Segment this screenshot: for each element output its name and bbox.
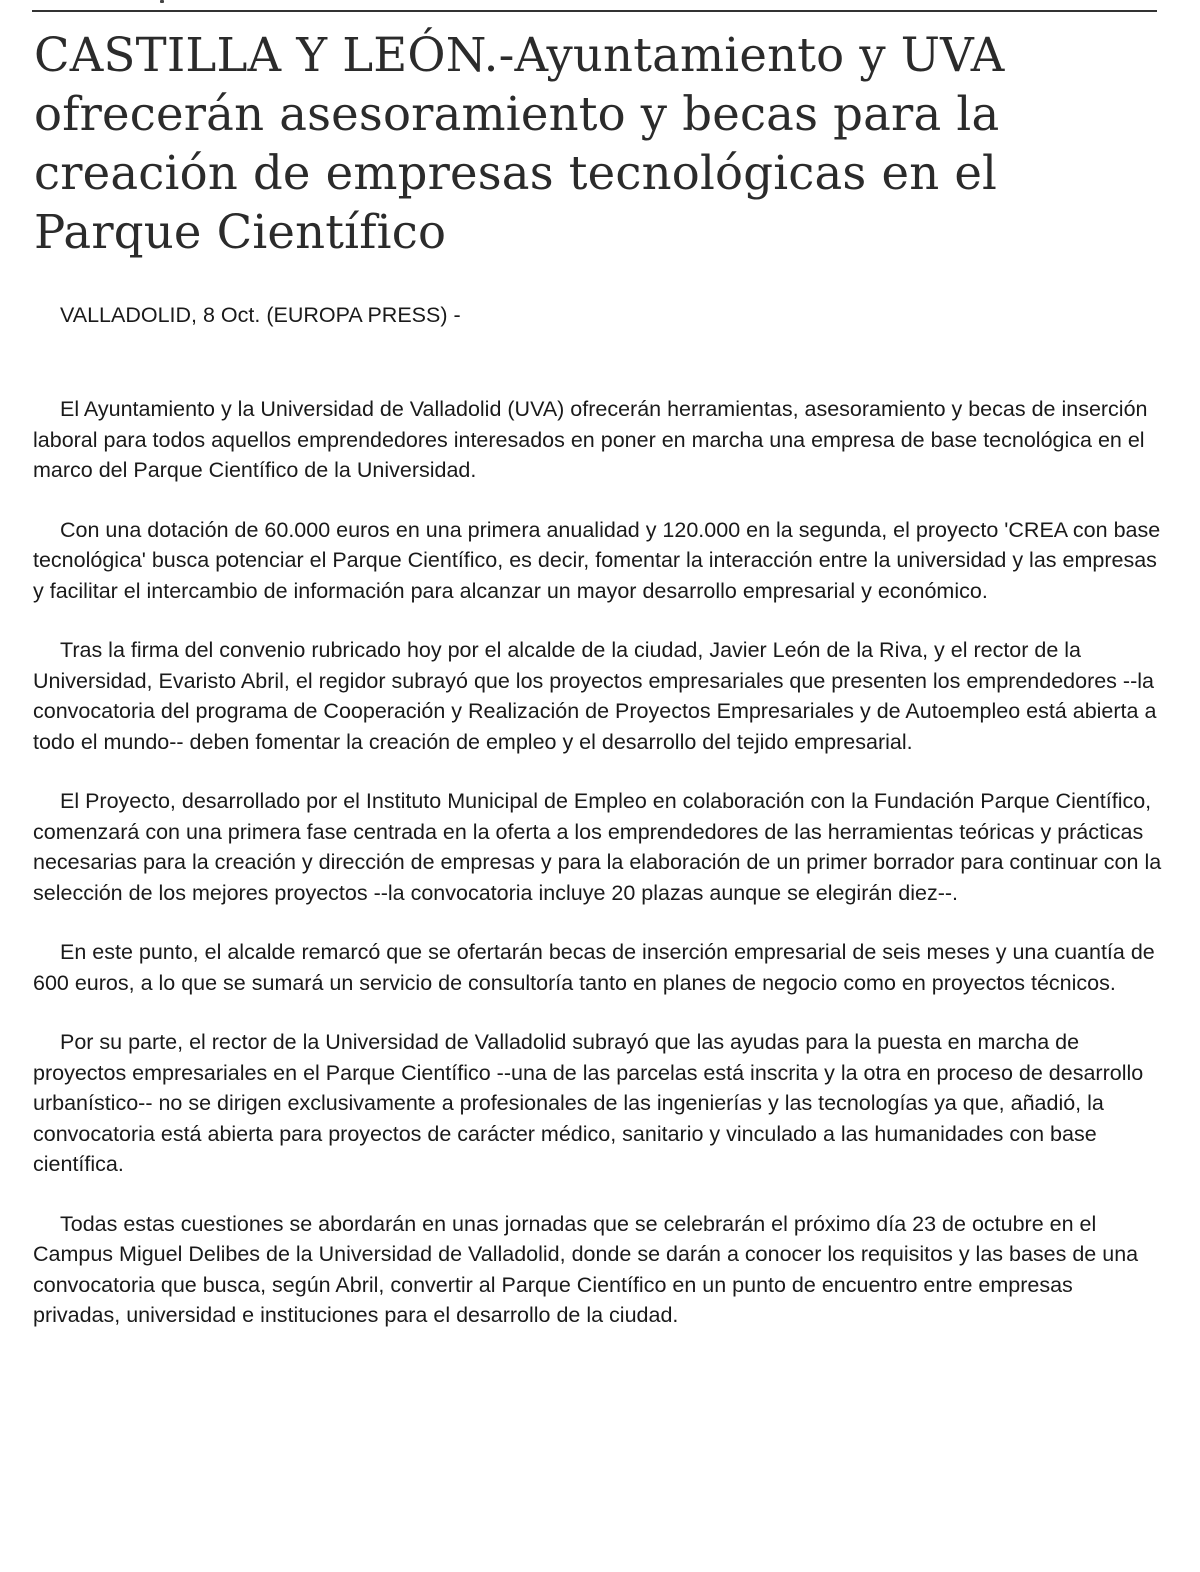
paragraph: Con una dotación de 60.000 euros en una primera anualidad y 120.000 en la segunda, el proyecto 'CREA con base tecnológica' busca potenciar el Parque Científico, es decir, fomentar la interacción entre la universidad y las empresas y facilitar el intercambio de información para alcanzar un mayor desarrollo empresarial y económico. [33, 517, 1161, 603]
headline: CASTILLA Y LEÓN.-Ayuntamiento y UVA ofrecerán asesoramiento y becas para la creación de empresas tecnológicas en el Parque Científico [34, 28, 1005, 259]
paragraph: Por su parte, el rector de la Universidad de Valladolid subrayó que las ayudas para la puesta en marcha de proyectos empresariales en el Parque Científico --una de las parcelas está inscrita y la otra en proceso de desarrollo urbanístico-- no se dirigen exclusivamente a profesionales de las ingenierías y las tecnologías ya que, añadió, la convocatoria está abierta para proyectos de carácter médico, sanitario y vinculado a las humanidades con base científica. [33, 1030, 1144, 1176]
dateline: VALLADOLID, 8 Oct. (EUROPA PRESS) - [60, 303, 461, 327]
top-rule [32, 10, 1157, 12]
paragraph: En este punto, el alcalde remarcó que se ofertarán becas de inserción empresarial de seis meses y una cuantía de 600 euros, a lo que se sumará un servicio de consultoría tanto en planes de negocio como en proyectos técnicos. [33, 940, 1155, 995]
scan-mark [160, 0, 164, 3]
paragraph: El Ayuntamiento y la Universidad de Valladolid (UVA) ofrecerán herramientas, asesoramiento y becas de inserción laboral para todos aquellos emprendedores interesados en poner en marcha una empresa de base tecnológica en el marco del Parque Científico de la Universidad. [33, 397, 1148, 482]
article-body [33, 394, 1165, 1360]
paragraph: Todas estas cuestiones se abordarán en unas jornadas que se celebrarán el próximo día 23 de octubre en el Campus Miguel Delibes de la Universidad de Valladolid, donde se darán a conocer los requisitos y las bases de una convocatoria que busca, según Abril, convertir al Parque Científico en un punto de encuentro entre empresas privadas, universidad e instituciones para el desarrollo de la ciudad. [33, 1211, 1139, 1327]
paragraph: El Proyecto, desarrollado por el Instituto Municipal de Empleo en colaboración con la Fundación Parque Científico, comenzará con una primera fase centrada en la oferta a los emprendedores de las herramientas teóricas y prácticas necesarias para la creación y dirección de empresas y para la elaboración de un primer borrador para continuar con la selección de los mejores proyectos --la convocatoria incluye 20 plazas aunque se elegirán diez--. [33, 789, 1162, 905]
paragraph: Tras la firma del convenio rubricado hoy por el alcalde de la ciudad, Javier León de la Riva, y el rector de la Universidad, Evaristo Abril, el regidor subrayó que los proyectos empresariales que presenten los emprendedores --la convocatoria del programa de Cooperación y Realización de Proyectos Empresariales y de Autoempleo está abierta a todo el mundo-- deben fomentar la creación de empleo y el desarrollo del tejido empresarial. [33, 638, 1157, 754]
